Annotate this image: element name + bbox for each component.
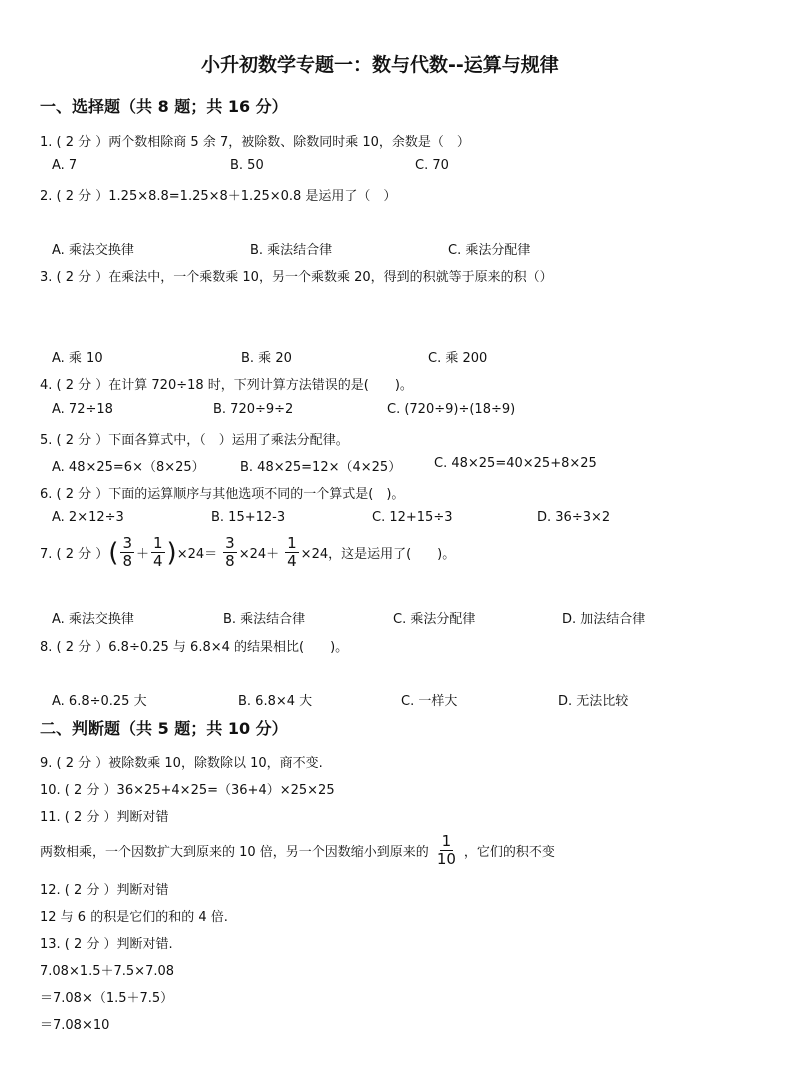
question-7-mid2: ×24＋ [238, 547, 280, 562]
question-2-option-c: C. 乘法分配律 [448, 243, 531, 258]
numerator: 1 [153, 534, 163, 552]
question-7-option-b: B. 乘法结合律 [223, 612, 306, 627]
question-8-option-a: A. 6.8÷0.25 大 [52, 694, 147, 709]
question-4-option-b: B. 720÷9÷2 [213, 402, 294, 417]
question-5-stem: 5. ( 2 分 ）下面各算式中，（ ）运用了乘法分配律。 [40, 433, 349, 448]
question-6-option-a: A. 2×12÷3 [52, 510, 124, 525]
numerator: 1 [441, 832, 452, 850]
question-3-option-a: A. 乘 10 [52, 351, 103, 366]
question-12-stem: 12. ( 2 分 ）判断对错 [40, 883, 169, 898]
section-heading-choice: 一、选择题（共 8 题；共 16 分） [40, 97, 288, 116]
question-13-line-3: ＝7.08×10 [40, 1018, 110, 1033]
question-1-stem: 1. ( 2 分 ）两个数相除商 5 余 7，被除数、除数同时乘 10，余数是（ ） [40, 135, 470, 150]
question-6-stem: 6. ( 2 分 ）下面的运算顺序与其他选项不同的一个算式是( )。 [40, 487, 405, 502]
question-10: 10. ( 2 分 ）36×25+4×25=（36+4）×25×25 [40, 783, 335, 798]
section-heading-judgement: 二、判断题（共 5 题；共 10 分） [40, 719, 288, 738]
denominator: 4 [287, 552, 297, 570]
page-title: 小升初数学专题一：数与代数--运算与规律 [201, 54, 559, 76]
question-6-option-c: C. 12+15÷3 [372, 510, 453, 525]
question-6-option-b: B. 15+12-3 [211, 510, 286, 525]
question-8-option-c: C. 一样大 [401, 694, 458, 709]
question-3-option-c: C. 乘 200 [428, 351, 488, 366]
denominator: 10 [436, 850, 456, 868]
question-7-tail: ×24，这是运用了( )。 [300, 547, 456, 562]
question-7-stem [40, 536, 455, 569]
question-7-prefix: 7. ( 2 分 ） [40, 547, 109, 562]
question-9: 9. ( 2 分 ）被除数乘 10，除数除以 10，商不变. [40, 756, 323, 771]
question-7-option-d: D. 加法结合律 [562, 612, 646, 627]
numerator: 3 [122, 534, 132, 552]
question-5-option-a: A. 48×25=6×（8×25） [52, 460, 205, 475]
question-5-option-c: C. 48×25=40×25+8×25 [434, 456, 597, 471]
question-8-option-d: D. 无法比较 [558, 694, 629, 709]
question-2-option-b: B. 乘法结合律 [250, 243, 333, 258]
question-11-line: 两数相乘，一个因数扩大到原来的 10 倍，另一个因数缩小到原来的 [40, 845, 429, 860]
question-2-stem: 2. ( 2 分 ）1.25×8.8=1.25×8＋1.25×0.8 是运用了（ ） [40, 189, 397, 204]
question-13-stem: 13. ( 2 分 ）判断对错. [40, 937, 173, 952]
question-12-statement: 12 与 6 的积是它们的和的 4 倍. [40, 910, 228, 925]
question-8-stem: 8. ( 2 分 ）6.8÷0.25 与 6.8×4 的结果相比( )。 [40, 640, 349, 655]
question-13-line-2: ＝7.08×（1.5＋7.5） [40, 991, 174, 1006]
numerator: 3 [225, 534, 235, 552]
fraction-1-4 [151, 536, 165, 569]
question-3-stem: 3. ( 2 分 ）在乘法中，一个乘数乘 10，另一个乘数乘 20，得到的积就等于原来的积（） [40, 270, 553, 285]
denominator: 8 [122, 552, 132, 570]
question-1-option-b: B. 50 [230, 158, 264, 173]
question-7-option-a: A. 乘法交换律 [52, 612, 134, 627]
denominator: 8 [225, 552, 235, 570]
question-13-line-1: 7.08×1.5＋7.5×7.08 [40, 964, 175, 979]
fraction-3-8 [120, 536, 134, 569]
question-7-mid: ×24＝ [176, 547, 218, 562]
question-6-option-d: D. 36÷3×2 [537, 510, 611, 525]
question-3-option-b: B. 乘 20 [241, 351, 292, 366]
question-1-option-c: C. 70 [415, 158, 449, 173]
right-paren: ) [166, 537, 177, 568]
fraction-1-10 [435, 834, 458, 867]
question-11-tail: ，它们的积不变 [463, 845, 555, 860]
question-2-option-a: A. 乘法交换律 [52, 243, 134, 258]
question-11-statement [40, 834, 555, 867]
question-8-option-b: B. 6.8×4 大 [238, 694, 313, 709]
denominator: 4 [153, 552, 163, 570]
question-4-stem: 4. ( 2 分 ）在计算 720÷18 时，下列计算方法错误的是( )。 [40, 378, 413, 393]
question-4-option-c: C. (720÷9)÷(18÷9) [387, 402, 516, 417]
plus-sign: ＋ [135, 547, 149, 562]
question-1-option-a: A. 7 [52, 158, 78, 173]
question-4-option-a: A. 72÷18 [52, 402, 113, 417]
question-7-option-c: C. 乘法分配律 [393, 612, 476, 627]
fraction-3-8 [223, 536, 237, 569]
question-5-option-b: B. 48×25=12×（4×25） [240, 460, 402, 475]
numerator: 1 [287, 534, 297, 552]
fraction-1-4 [285, 536, 299, 569]
left-paren: ( [108, 537, 119, 568]
question-11-stem: 11. ( 2 分 ）判断对错 [40, 810, 169, 825]
